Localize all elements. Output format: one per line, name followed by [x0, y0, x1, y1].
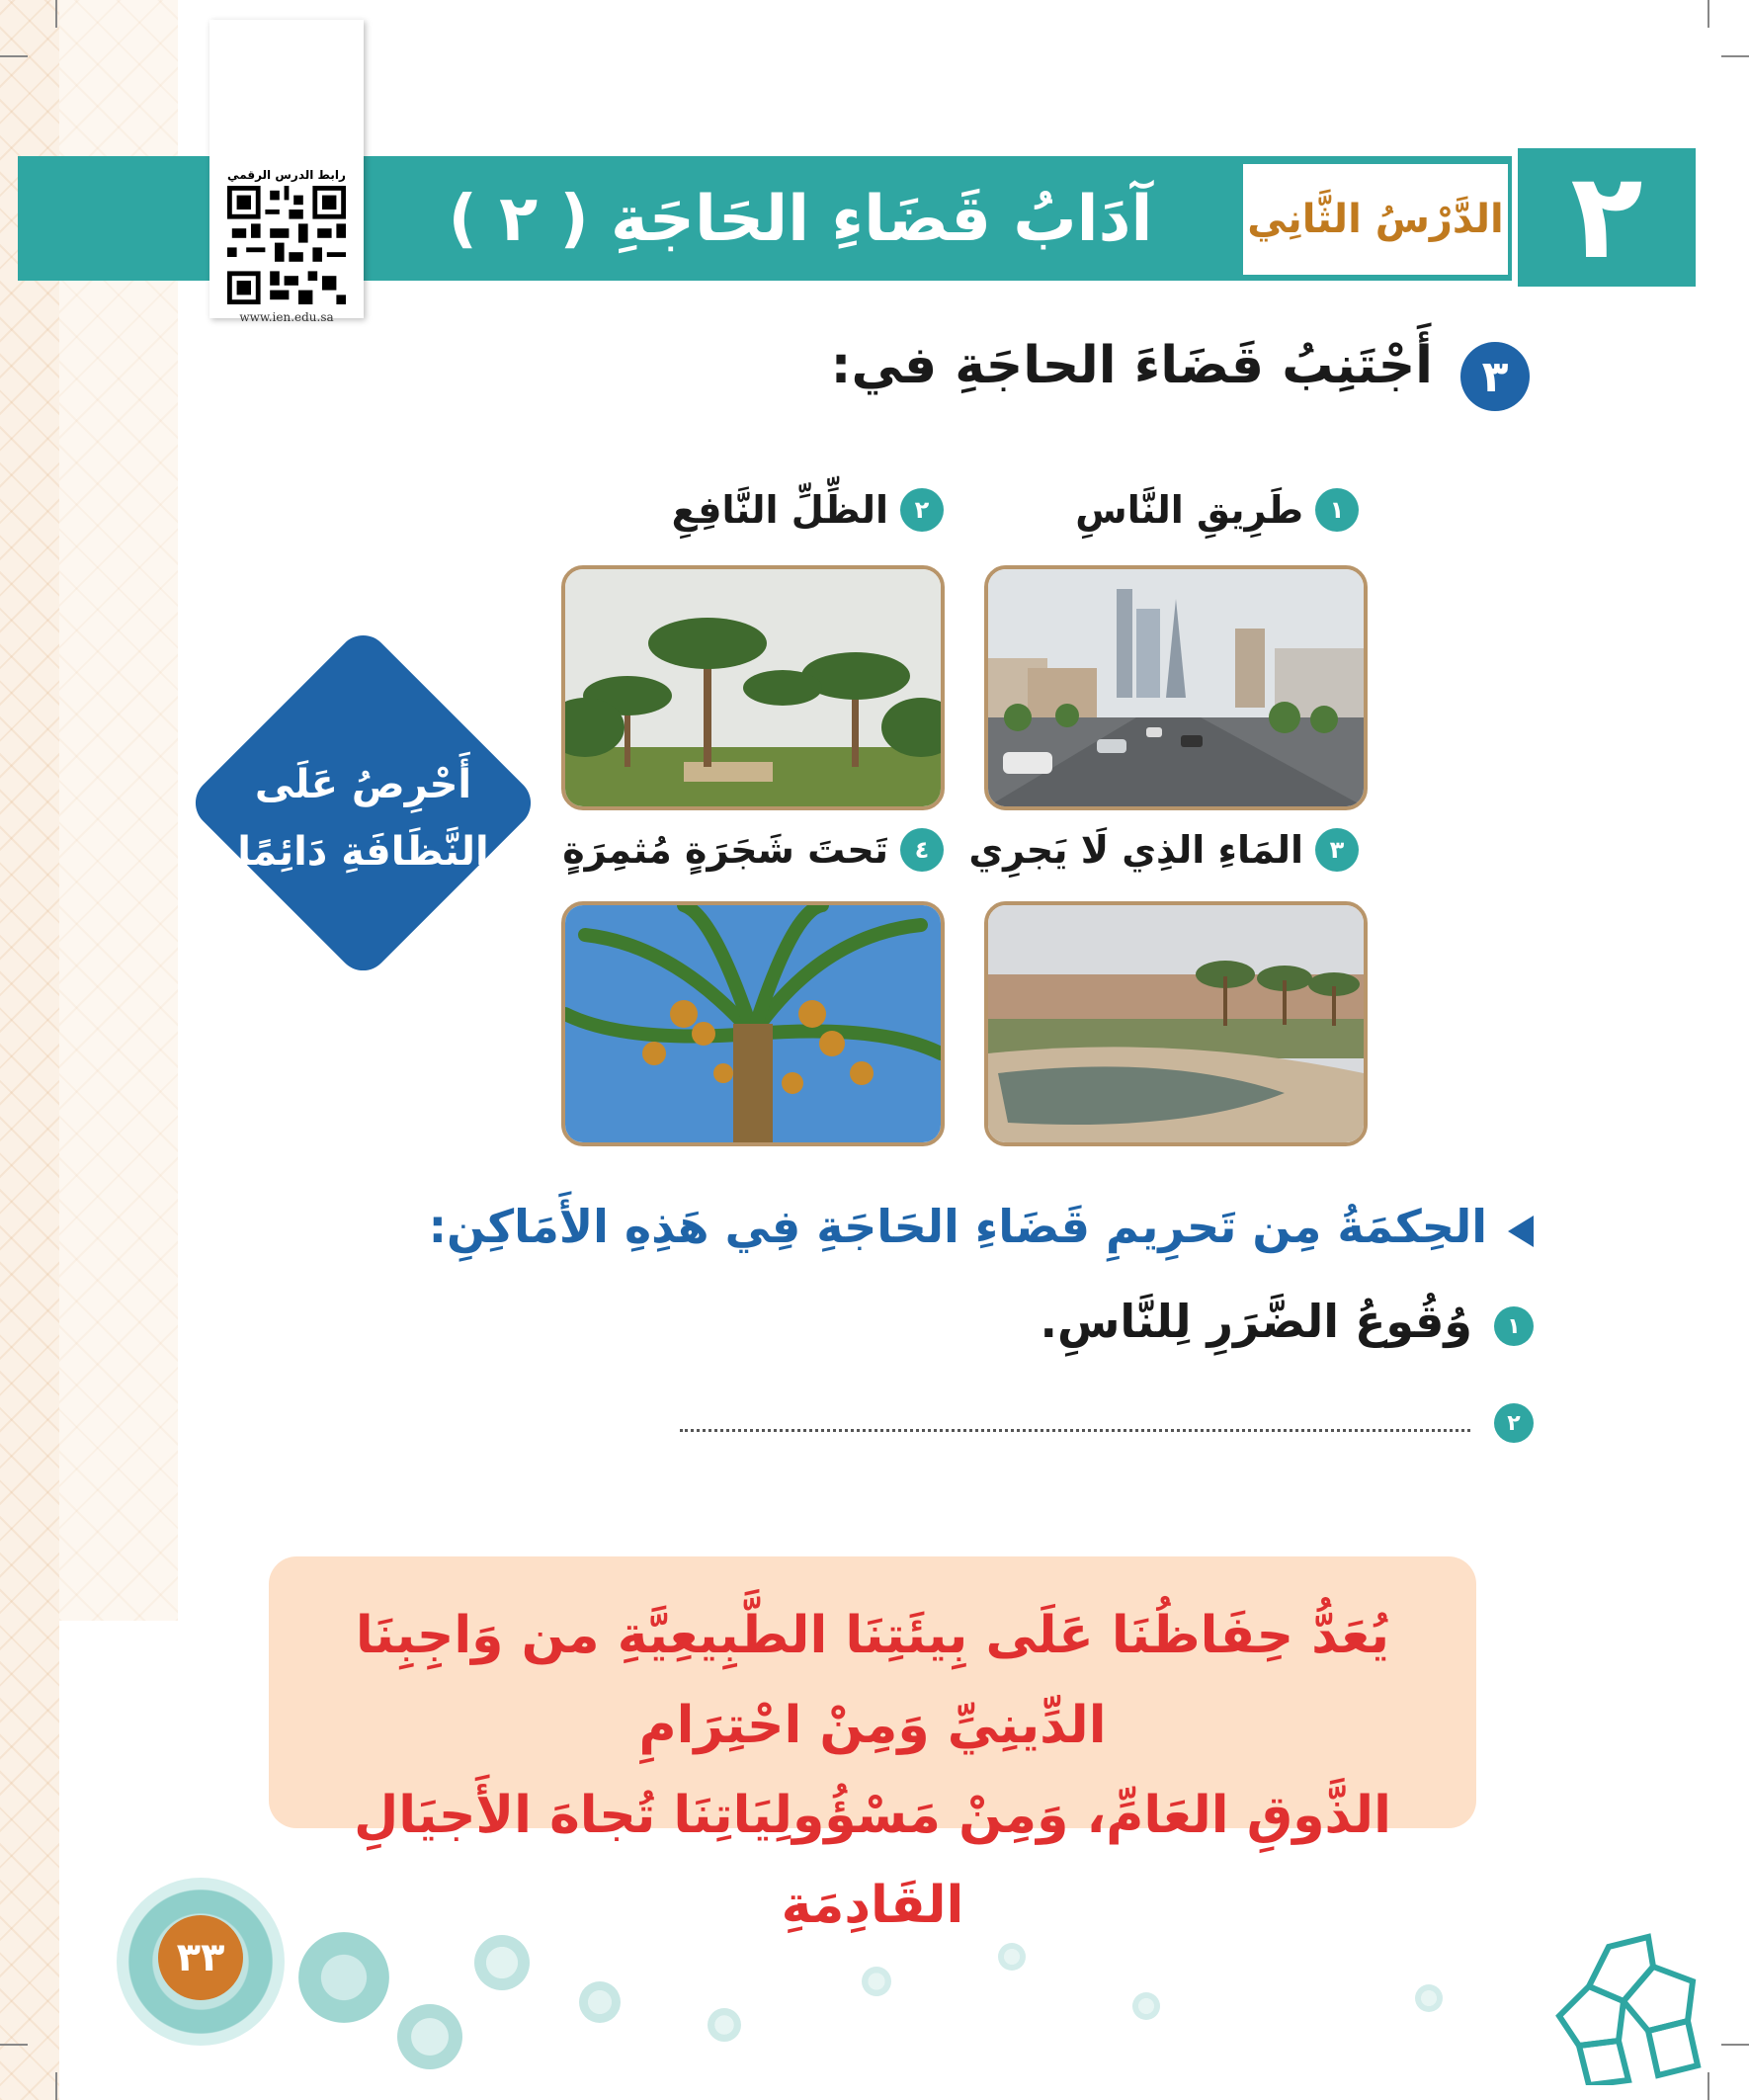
crop-mark — [1707, 2072, 1709, 2100]
cleanliness-note-line1: أَحْرِصُ عَلَى — [254, 762, 472, 807]
lesson-number: ٢ — [1570, 148, 1643, 286]
crop-mark — [55, 0, 57, 28]
place-number: ٣ — [1315, 828, 1359, 872]
note-text — [296, 1591, 1449, 1951]
wisdom-item-number: ٢ — [1494, 1403, 1534, 1443]
rosette-decoration — [579, 1981, 621, 2023]
crop-mark — [1721, 55, 1749, 57]
place-label: تَحتَ شَجَرَةٍ مُثمِرَةٍ — [562, 828, 888, 872]
page-number: ٣٣ — [158, 1915, 243, 2000]
rosette-decoration — [1415, 1984, 1443, 2012]
place-caption-4 — [562, 828, 944, 872]
crop-mark — [0, 55, 28, 57]
lesson-number-box — [1512, 148, 1696, 287]
place-label: الظِّلِّ النَّافِعِ — [671, 488, 888, 532]
qr-label: رابط الدرس الرقمي — [227, 168, 346, 182]
photo-fruiting-palm — [561, 901, 945, 1146]
rosette-decoration — [708, 2008, 741, 2042]
rosette-decoration — [998, 1943, 1026, 1971]
lesson-tag-label: الدَّرْسُ الثَّانِي — [1247, 197, 1504, 242]
place-number: ٤ — [900, 828, 944, 872]
rosette-decoration — [298, 1932, 389, 2023]
arrow-left-icon — [1508, 1216, 1534, 1247]
lesson-tag — [1243, 164, 1508, 275]
place-caption-2 — [672, 488, 944, 532]
lesson-title: آدَابُ قَضَاءِ الحَاجَةِ ( ٢ ) — [448, 183, 1153, 256]
section-number-badge: ٣ — [1460, 342, 1530, 411]
wisdom-heading: الحِكمَةُ مِن تَحرِيمِ قَضَاءِ الحَاجَةِ فِي هَذِهِ الأَمَاكِنِ: — [428, 1200, 1487, 1253]
photo-still-water — [984, 901, 1368, 1146]
cleanliness-note-line2: النَّظَافَةِ دَائِمًا — [237, 829, 489, 875]
rosette-decoration — [474, 1935, 530, 1990]
qr-url[interactable]: www.ien.edu.sa — [239, 310, 334, 324]
crop-mark — [55, 2072, 57, 2100]
qr-code-icon[interactable] — [227, 186, 346, 304]
photo-palm-garden — [561, 565, 945, 810]
geometric-corner-decoration — [1530, 1907, 1707, 2085]
note-line1: يُعَدُّ حِفَاظُنَا عَلَى بِيئَتِنَا الطَّبِيعِيَّةِ من وَاجِبِنَا الدِّينِيِّ وَمِنْ احْتِرَامِ — [355, 1606, 1390, 1755]
answer-blank-line[interactable] — [680, 1429, 1470, 1432]
note-line2: الذَّوقِ العَامِّ، وَمِنْ مَسْؤُولِيَاتِنَا تُجاهَ الأَجيَالِ القَادِمَةِ — [354, 1786, 1391, 1935]
wisdom-item-number: ١ — [1494, 1306, 1534, 1346]
rosette-decoration — [862, 1967, 891, 1996]
wisdom-item-text: وُقُوعُ الضَّرَرِ لِلنَّاسِ. — [1040, 1295, 1472, 1348]
qr-card[interactable] — [209, 20, 364, 324]
rosette-decoration — [1132, 1992, 1160, 2020]
decorative-border — [0, 0, 59, 2100]
crop-mark — [0, 2044, 28, 2046]
place-number: ٢ — [900, 488, 944, 532]
cleanliness-note — [208, 751, 519, 885]
place-label: المَاءِ الذِي لَا يَجرِي — [968, 828, 1303, 872]
place-caption-1 — [1075, 488, 1359, 532]
place-label: طَرِيقِ النَّاسِ — [1075, 488, 1303, 532]
place-number: ١ — [1315, 488, 1359, 532]
photo-road — [984, 565, 1368, 810]
rosette-decoration — [397, 2004, 462, 2069]
crop-mark — [1707, 0, 1709, 28]
place-caption-3 — [968, 828, 1359, 872]
crop-mark — [1721, 2044, 1749, 2046]
section-heading: أَجْتَنِبُ قَضَاءَ الحاجَةِ في: — [830, 336, 1433, 395]
